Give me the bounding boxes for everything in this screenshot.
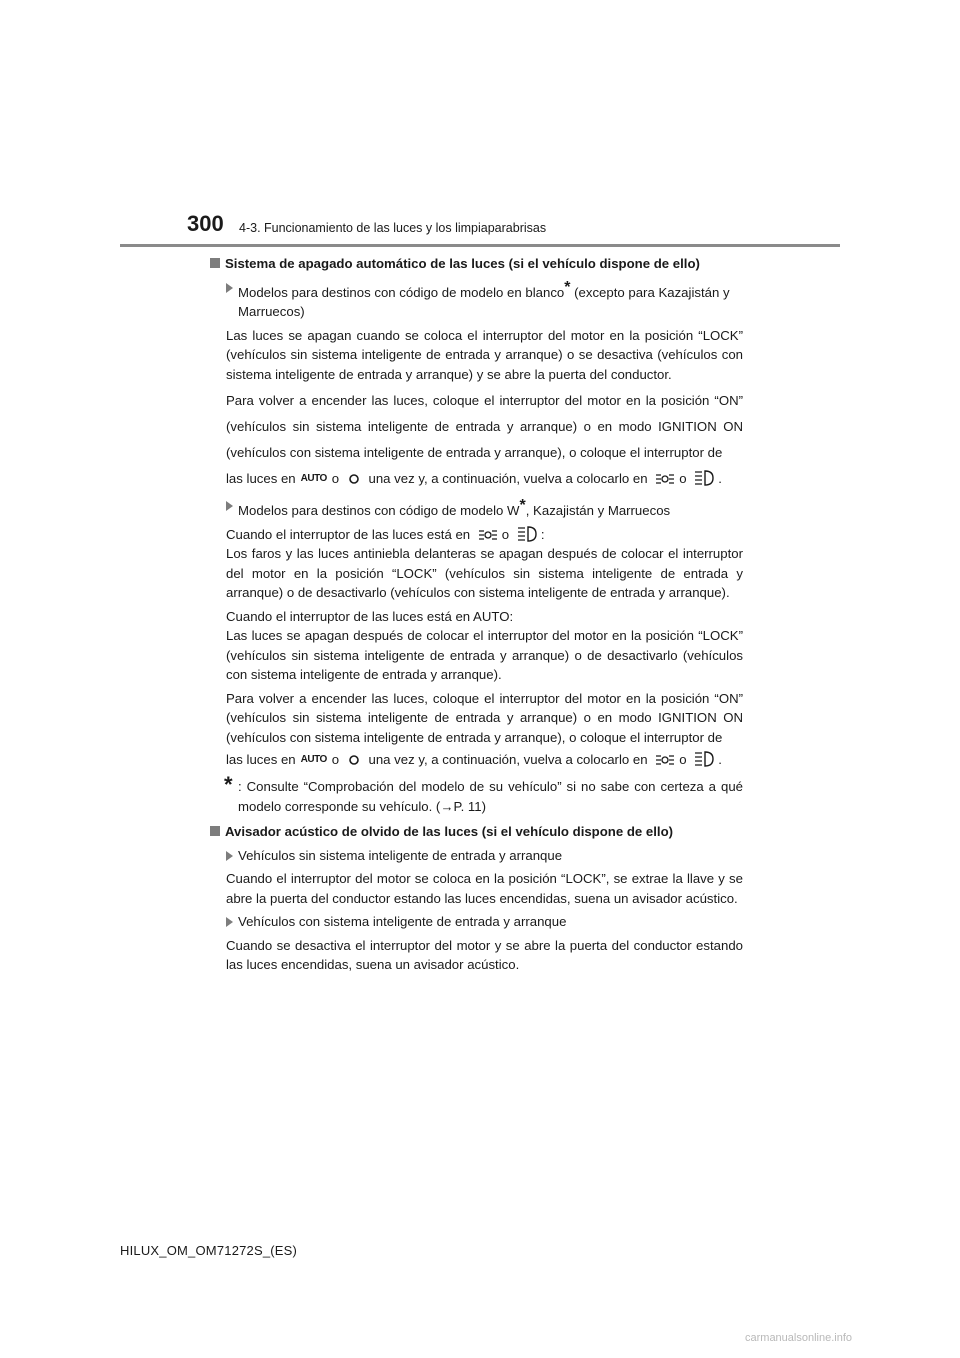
document-code: HILUX_OM_OM71272S_(ES) — [120, 1243, 298, 1258]
footnote: * : Consulte “Comprobación del modelo de su vehículo” si no sabe con certeza a qué modelo corresponde su vehículo. (→P. 11) — [224, 772, 743, 814]
asterisk-icon: * — [224, 772, 233, 797]
triangle-bullet-icon — [226, 917, 233, 927]
paragraph: Las luces se apagan cuando se coloca el interruptor del motor en la posición “LOCK” (vehículos sin sistema inteligente de entrada y arranque) o se desactiva (vehículos con sistema inteligente de entrada y arranque) y se abre la puerta del conductor. — [226, 327, 743, 382]
subsection-title-white-code: Modelos para destinos con código de modelo en blanco* (excepto para Kazajistán y Marruecos) — [210, 278, 743, 322]
paragraph-icons-line: las luces en AUTO o una vez y, a continuación, vuelva a colocarlo en o . — [226, 471, 722, 486]
section-bullet-icon — [210, 258, 220, 268]
paragraph: Para volver a encender las luces, coloque el interruptor del motor en la posición “ON” (vehículos sin sistema inteligente de entrada y arranque) o en modo IGNITION ON (vehículos con sistema inteligente de entrada y arranque), o coloque el interruptor de — [226, 393, 743, 460]
asterisk-icon: * — [564, 278, 571, 296]
triangle-bullet-icon — [226, 851, 233, 861]
auto-light-icon: AUTO — [300, 754, 327, 765]
parking-light-icon — [655, 753, 675, 767]
page-content — [210, 254, 743, 975]
parking-light-icon — [655, 472, 675, 486]
paragraph: Para volver a encender las luces, coloque el interruptor del motor en la posición “ON” (vehículos sin sistema inteligente de entrada y arranque) o en modo IGNITION ON (vehículos con sistema inteligente de entrada y arranque), o coloque el interruptor de — [226, 690, 743, 745]
subsection-title-smart-key: Vehículos con sistema inteligente de entrada y arranque — [210, 912, 743, 932]
parking-light-icon — [478, 528, 498, 542]
auto-light-icon: AUTO — [300, 473, 327, 484]
light-off-icon — [347, 753, 361, 767]
paragraph-icons-line: las luces en AUTO o una vez y, a continuación, vuelva a colocarlo en o . — [226, 752, 722, 767]
paragraph: Cuando el interruptor de las luces está en AUTO: Las luces se apagan después de colocar el interruptor del motor en la posición “LOCK” (vehículos sin sistema inteligente de entrada y arranque) o de desactivarlo (vehículos con sistema inteligente de entrada y arranque). — [226, 608, 743, 682]
page-number: 300 — [187, 211, 224, 236]
headlight-icon — [694, 751, 714, 767]
section-heading-auto-off: Sistema de apagado automático de las luces (si el vehículo dispone de ello) — [210, 254, 743, 274]
headlight-icon — [517, 526, 537, 542]
headlight-icon — [694, 470, 714, 486]
asterisk-icon: * — [519, 497, 526, 514]
watermark: carmanualsonline.info — [745, 1332, 853, 1344]
header-rule — [120, 244, 840, 247]
triangle-bullet-icon — [226, 283, 233, 293]
paragraph: Cuando el interruptor de las luces está en o : Los faros y las luces antiniebla delanteras se apagan después de colocar el interruptor del motor en la posición “LOCK” (vehículos sin sistema inteligente de entrada y arranque) o de desactivarlo (vehículos con sistema inteligente de entrada y arranque). — [226, 526, 743, 600]
subsection-title-no-smart-key: Vehículos sin sistema inteligente de entrada y arranque — [210, 846, 743, 866]
triangle-bullet-icon — [226, 501, 233, 511]
chapter-title: 4-3. Funcionamiento de las luces y los limpiaparabrisas — [239, 221, 547, 235]
light-off-icon — [347, 472, 361, 486]
paragraph: Cuando se desactiva el interruptor del motor y se abre la puerta del conductor estando las luces encendidas, suena un avisador acústico. — [226, 937, 743, 972]
section-heading-light-reminder: Avisador acústico de olvido de las luces (si el vehículo dispone de ello) — [210, 822, 743, 842]
section-bullet-icon — [210, 826, 220, 836]
paragraph: Cuando el interruptor del motor se coloca en la posición “LOCK”, se extrae la llave y se abre la puerta del conductor estando las luces encendidas, suena un avisador acústico. — [226, 871, 743, 906]
subsection-title-w-code: Modelos para destinos con código de modelo W*, Kazajistán y Marruecos — [210, 496, 743, 521]
